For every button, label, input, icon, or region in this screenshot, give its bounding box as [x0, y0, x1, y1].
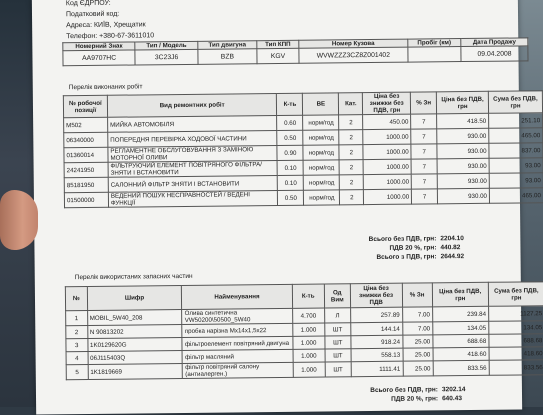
part-unit: ШТ	[325, 323, 351, 336]
work-sum: 93.00	[489, 173, 543, 189]
header-line-4: Телефон: +380-67-3611010	[66, 32, 155, 41]
works-header-cell: К-ть	[277, 93, 303, 115]
work-description: ФІЛЬТРУЮЧИЙ ЕЛЕМЕНТ ПОВІТРЯНОГО ФІЛЬТРА/ЗНЯТИ І ВСТАНОВИТИ	[108, 160, 278, 177]
part-price: 134.05	[432, 321, 488, 335]
part-code: 06J115403Q	[88, 350, 183, 364]
work-discount: 7	[411, 159, 437, 174]
works-section-title: Перелік виконаних робіт	[68, 83, 143, 92]
parts-header-cell: Од Вим	[324, 284, 350, 308]
total-value: 3202.14	[441, 386, 466, 394]
works-header-cell: Ціна без знижки без ПДВ, грн	[363, 92, 411, 115]
part-discount: 7.00	[402, 307, 432, 322]
vehicle-mileage	[407, 47, 461, 63]
part-sum: 134.05	[489, 321, 543, 335]
part-unit: Л	[324, 308, 350, 323]
work-code: 85181950	[64, 177, 108, 192]
parts-table	[65, 281, 543, 380]
vehicle-header-cell: Номерний Знак	[63, 42, 135, 51]
work-sum: 465.00	[489, 128, 543, 144]
part-sum: 1127.25	[488, 306, 543, 322]
part-number: 2	[66, 325, 88, 338]
work-unit: норм/год	[303, 145, 339, 160]
part-unit: ШТ	[325, 349, 351, 362]
part-sum: 833.56	[489, 360, 543, 376]
work-price-gross: 1000.00	[363, 129, 411, 145]
work-sum: 837.00	[489, 143, 543, 159]
part-qty: 1.000	[292, 323, 324, 336]
parts-header-cell: % Зн	[402, 283, 432, 307]
part-qty: 4.700	[292, 308, 325, 323]
works-header-cell: Вид ремонтних робіт	[107, 93, 277, 117]
vehicle-sale-date: 09.04.2008	[461, 46, 528, 62]
work-category: 2	[339, 160, 363, 175]
part-price: 418.60	[433, 347, 489, 361]
work-code: 24241950	[64, 162, 108, 177]
work-unit: норм/год	[304, 190, 340, 205]
total-label: ПДВ 20 %, грн:	[389, 244, 437, 252]
part-price: 833.56	[433, 360, 489, 376]
part-price-gross: 257.89	[350, 307, 402, 323]
part-price-gross: 918.24	[351, 335, 403, 349]
part-qty: 1.000	[293, 362, 326, 377]
part-price-gross: 1111.41	[351, 361, 403, 377]
work-sum: 93.00	[489, 158, 543, 174]
part-sum: 418.60	[489, 347, 543, 361]
vehicle-table	[62, 37, 528, 66]
vehicle-header-cell: Пробіг (км)	[407, 39, 461, 48]
work-qty: 0.10	[278, 175, 304, 190]
total-label: Всього з ПДВ, грн:	[376, 253, 437, 261]
vehicle-gearbox: KGV	[257, 48, 299, 63]
total-value: 640.43	[442, 395, 462, 403]
part-price: 688.68	[433, 334, 489, 348]
vehicle-model: 3C23J6	[135, 49, 198, 65]
work-qty: 0.50	[278, 190, 304, 205]
part-name: фільтр масляний	[183, 349, 293, 363]
works-header-cell: Ціна без ПДВ, грн	[437, 91, 489, 114]
work-code: 01360014	[64, 147, 108, 162]
works-table	[63, 90, 543, 208]
work-unit: норм/год	[303, 160, 339, 175]
part-name: фільтроелемент повітряний двигуна	[182, 336, 292, 350]
work-qty: 0.90	[277, 145, 303, 160]
parts-totals	[276, 385, 476, 405]
vehicle-header-cell: Тип двигуна	[198, 41, 257, 50]
parts-header-cell: №	[65, 286, 87, 310]
parts-section-title: Перелік використаних запасних частин	[74, 272, 193, 282]
part-qty: 1.000	[292, 336, 324, 349]
part-code: MOBIL_5W40_208	[87, 309, 182, 325]
work-category: 2	[339, 115, 363, 130]
work-price: 930.00	[437, 128, 489, 144]
part-unit: ШТ	[325, 362, 351, 377]
work-description: САЛОННИЙ ФІЛЬТР ЗНЯТИ І ВСТАНОВИТИ	[108, 175, 278, 192]
part-price-gross: 558.13	[351, 348, 403, 362]
work-category: 2	[339, 145, 363, 160]
parts-total-line	[276, 394, 476, 405]
work-discount: 7	[411, 144, 437, 159]
part-sum: 688.68	[489, 334, 543, 348]
work-description: ВЕДЕНИЙ ПОШУК НЕСПРАВНОСТЕЙ / ВЕДЕНІ ФУНКЦІЇ	[108, 190, 278, 207]
work-price: 930.00	[437, 158, 489, 174]
part-qty: 1.000	[293, 349, 325, 362]
works-totals	[274, 234, 474, 263]
work-discount: 7	[411, 114, 437, 129]
works-total-line	[275, 252, 475, 263]
part-discount: 25.00	[403, 361, 433, 376]
work-price: 930.00	[437, 173, 489, 189]
work-price-gross: 1000.00	[363, 159, 411, 175]
work-qty: 0.10	[278, 160, 304, 175]
part-price: 239.84	[432, 306, 488, 322]
part-discount: 25.00	[402, 335, 432, 348]
part-discount: 25.00	[403, 348, 433, 361]
work-code: M502	[64, 117, 108, 132]
parts-header-cell: Ціна без ПДВ, грн	[432, 282, 488, 307]
total-label: Всього без ПДВ, грн:	[368, 235, 437, 244]
header-line-1: Код ЄДРПОУ:	[65, 0, 111, 8]
work-discount: 7	[412, 189, 438, 204]
total-value: 440.82	[440, 244, 461, 252]
header-line-3: Адреса: КИЇВ, Хрещатик	[66, 21, 146, 30]
total-value: 2204.10	[440, 235, 464, 243]
part-name: Олива синтетична VW50200\50500_5W40	[182, 308, 292, 324]
total-label: Всього без ПДВ, грн:	[370, 386, 438, 395]
parts-header-cell: Найменування	[182, 284, 292, 309]
work-qty: 0.60	[277, 115, 303, 130]
work-sum: 465.00	[489, 188, 543, 204]
work-category: 2	[340, 175, 364, 190]
part-code: 1K1819669	[88, 363, 183, 379]
vehicle-header-cell: Тип КПП	[257, 40, 299, 48]
work-discount: 7	[411, 129, 437, 144]
works-header-cell: ВЕ	[303, 93, 339, 115]
vehicle-header-cell: Тип / Модель	[135, 41, 198, 50]
part-number: 4	[66, 351, 88, 364]
vehicle-engine: BZB	[198, 49, 257, 65]
work-description: РЕГЛАМЕНТНЕ ОБСЛУГОВУВАННЯ З ЗАМІНОЮ МОТОРНОЇ ОЛИВИ	[108, 145, 278, 162]
work-unit: норм/год	[303, 115, 339, 130]
part-name: фільтр повітряний салону (антиалерген.)	[183, 362, 293, 378]
work-qty: 0.50	[277, 130, 303, 145]
work-discount: 7	[411, 174, 437, 189]
work-code: 06340000	[64, 132, 108, 147]
parts-header-cell: Ціна без знижки без ПДВ	[350, 283, 402, 308]
work-category: 2	[340, 190, 364, 205]
work-price-gross: 1000.00	[363, 144, 411, 160]
company-header	[66, 0, 154, 42]
works-header-cell: % Зн	[411, 92, 437, 114]
part-name: пробка нарізна Мх14х1,5х22	[182, 323, 292, 337]
work-price: 418.50	[437, 113, 489, 129]
part-number: 3	[66, 338, 88, 351]
works-header-cell: Кат.	[339, 93, 363, 115]
work-unit: норм/год	[304, 175, 340, 190]
parts-header-cell: Сума без ПДВ, грн	[488, 282, 543, 307]
work-price-gross: 1000.00	[364, 189, 412, 205]
parts-header-cell: К-ть	[292, 284, 325, 308]
work-unit: норм/год	[303, 130, 339, 145]
works-header-cell: Сума без ПДВ, грн	[488, 91, 542, 114]
work-sum: 251.10	[489, 113, 543, 129]
part-number: 1	[66, 310, 88, 325]
vehicle-header-cell: Дата Продажу	[461, 38, 528, 47]
part-number: 5	[66, 364, 88, 379]
work-code: 01500000	[64, 192, 108, 207]
vehicle-header-cell: Номер Кузова	[299, 39, 408, 48]
part-code: N 90813202	[87, 324, 182, 338]
header-line-2: Податковий код:	[65, 10, 120, 19]
part-code: 1K0129620G	[87, 337, 182, 351]
work-description: ПОПЕРЕДНЯ ПЕРЕВІРКА ХОДОВОЇ ЧАСТИНИ	[108, 130, 278, 147]
invoice-document	[32, 0, 543, 415]
parts-header-cell: Шифр	[87, 286, 182, 311]
vehicle-vin: WVWZZZ3CZ8Z001402	[299, 47, 408, 63]
part-price-gross: 144.14	[351, 322, 403, 336]
work-description: МИЙКА АВТОМОБІЛЯ	[108, 115, 278, 132]
work-category: 2	[339, 130, 363, 145]
work-price: 930.00	[438, 188, 490, 204]
total-label: ПДВ 20 %, грн:	[391, 395, 439, 403]
thumb	[0, 190, 38, 250]
works-header-cell: № робочої позиції	[63, 95, 107, 117]
work-price: 930.00	[437, 143, 489, 159]
part-discount: 7.00	[402, 322, 432, 335]
vehicle-plate: AA9707HC	[63, 50, 135, 66]
part-unit: ШТ	[325, 336, 351, 349]
work-price-gross: 1000.00	[364, 174, 412, 190]
total-value: 2644.92	[440, 253, 465, 261]
work-price-gross: 450.00	[363, 114, 411, 130]
